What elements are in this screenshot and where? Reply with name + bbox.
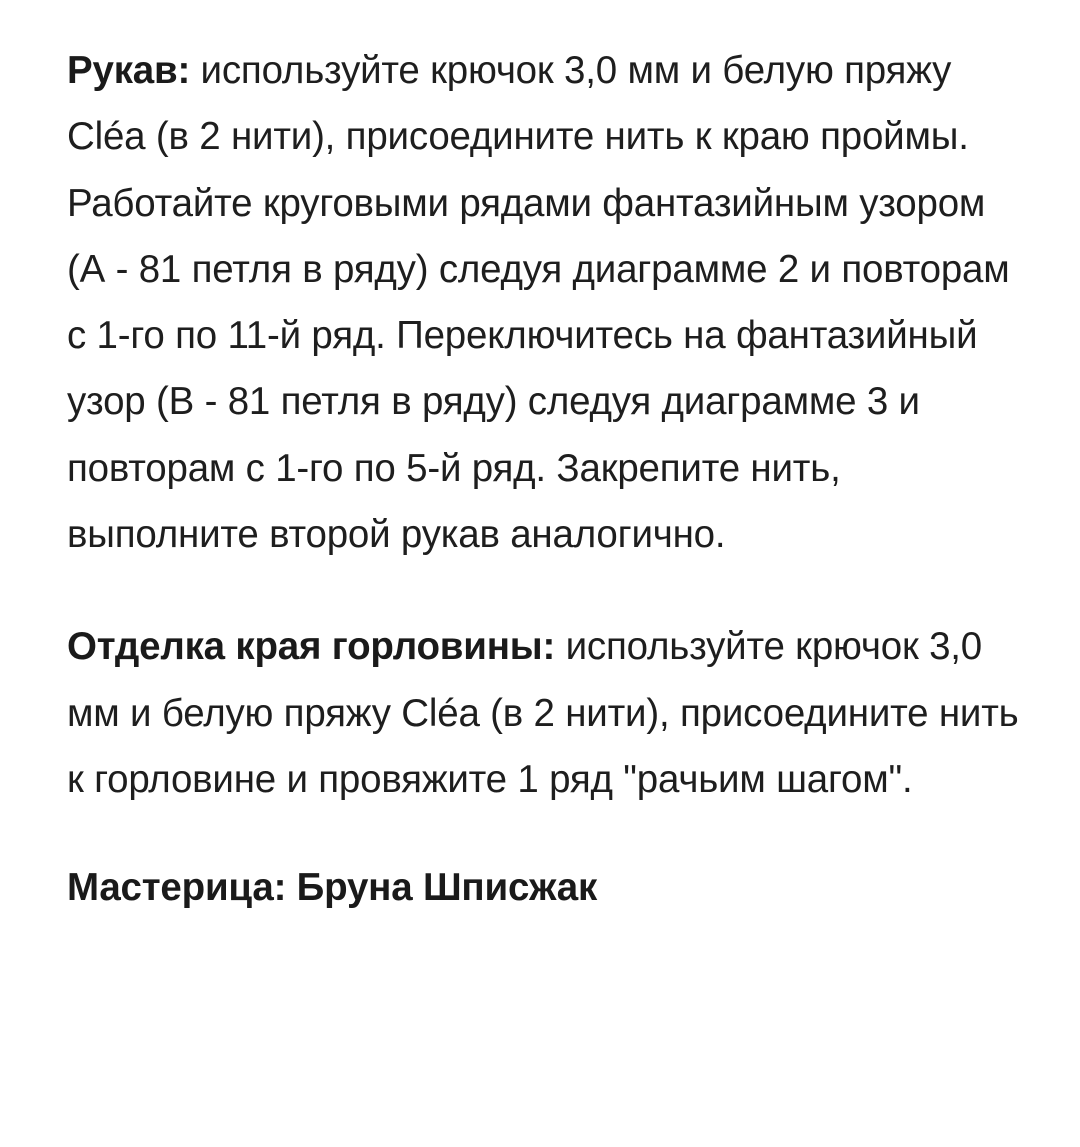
paragraph-neckline (67, 614, 1027, 813)
paragraph-author (67, 855, 1027, 921)
sleeve-heading: Рукав: (67, 49, 191, 92)
sleeve-text: используйте крючок 3,0 мм и белую пряжу Cléa (в 2 нити), присоедините нить к краю проймы. Работайте круговыми рядами фантазийным узором (А - 81 петля в ряду) следуя диаграмме 2 и повторам с 1-го по 11-й ряд. Переключитесь на фантазийный узор (В - 81 петля в ряду) следуя диаграмме 3 и повторам с 1-го по 5-й ряд. Закрепите нить, выполните второй рукав аналогично. (67, 49, 1010, 557)
neckline-heading: Отделка края горловины: (67, 625, 556, 669)
article-body (67, 38, 1027, 922)
paragraph-sleeve (67, 38, 1027, 568)
author-credit: Мастерица: Бруна Шписжак (67, 866, 598, 910)
neckline-text: используйте крючок 3,0 мм и белую пряжу Cléa (в 2 нити), присоедините нить к горловине и провяжите 1 ряд "рачьим шагом". (67, 625, 1019, 801)
